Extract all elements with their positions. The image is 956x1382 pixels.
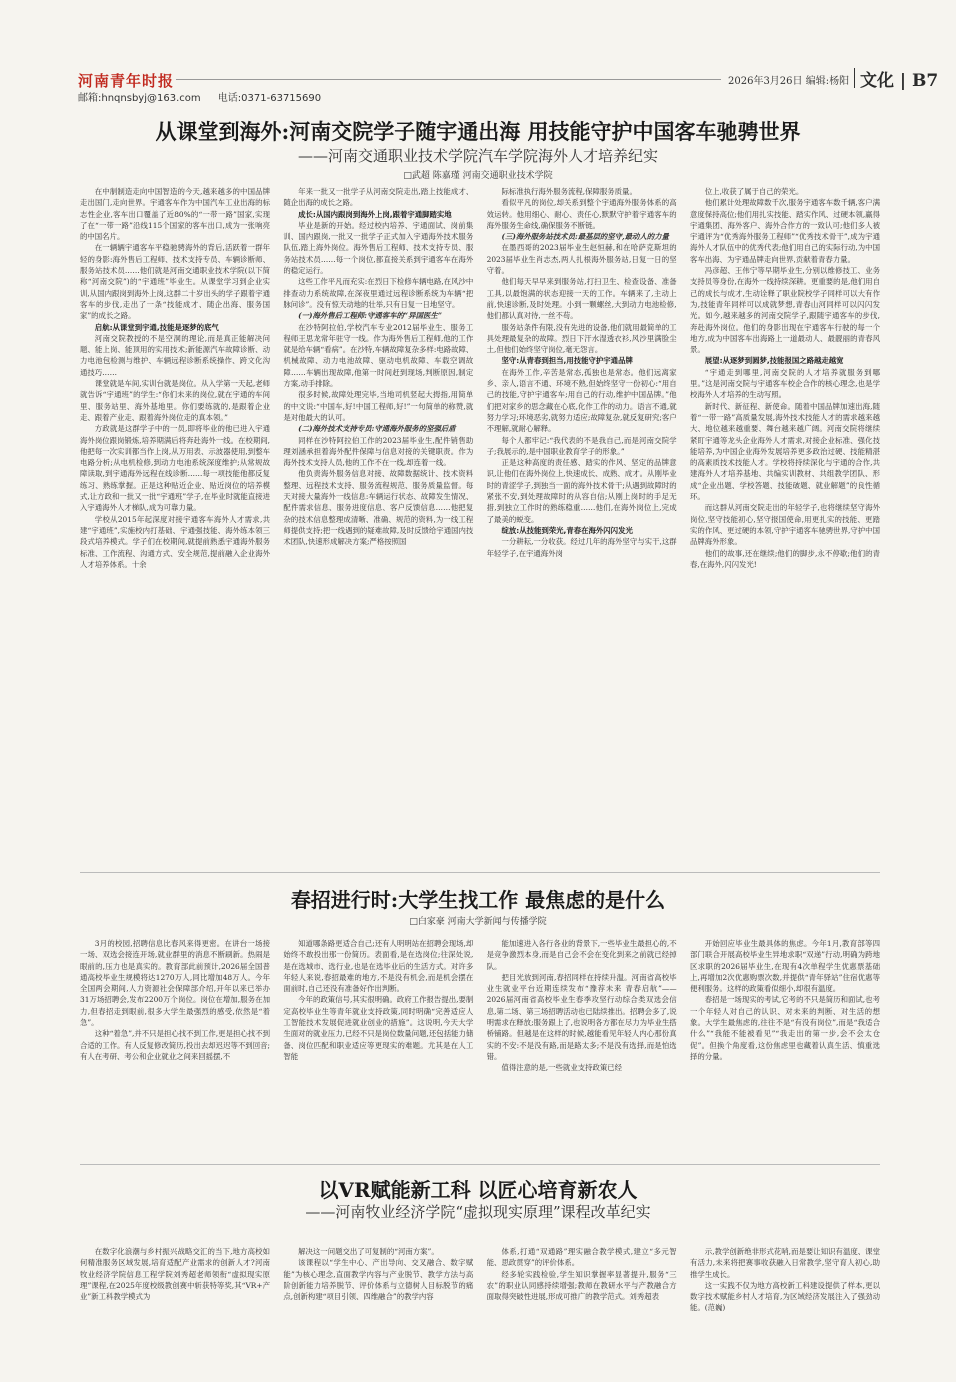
paragraph: 他们每天早早来到服务站,打扫卫生、检查设备、准备工具,以最饱满的状态迎接一天的工作。车辆来了,主动上前,快速诊断,及时处理。小到一颗螺丝,大到动力电池检修,他们都认真对待,一丝不苟。 xyxy=(486,277,677,321)
paragraph: 课堂就是车间,实训台就是岗位。从入学第一天起,老师就告诉“宇通班”的学生:“你们未来的岗位,就在宇通的车间里、服务站里、海外基地里。你们要练就的,是跟着企业走、跟着产业走、跟着海外岗位走的真本领。” xyxy=(80,379,270,422)
paragraph: 际标准执行海外服务流程,保障服务质量。 xyxy=(501,187,637,196)
paragraph: 把目光放到河南,春招同样在持续升温。河南省高校毕业生就业平台近期连续发布“豫荐未来 青春启航”——2026届河南省高校毕业生春季攻坚行动综合类双选会信息,第二场、第三场招聘活动也已陆续推出。招聘会多了,说明需求在释放;服务跟上了,也说明各方都在尽力为毕业生搭桥铺路。但越是在这样的时候,越能看见年轻人内心那份真实的不安:不是没有路,而是路太多;不是没有选择,而是怕选错。 xyxy=(486,972,677,1061)
masthead xyxy=(78,70,939,104)
paragraph: 每个人都牢记:“我代表的不是我自己,而是河南交院学子;我展示的,是中国职业教育学子的形象。” xyxy=(486,435,677,456)
paragraph: 毕业是新的开始。经过校内培养、宇通面试、岗前集训、国内跟岗,一批又一批学子正式加入宇通海外技术服务队伍,踏上海外岗位。海外售后工程师、技术支持专员、服务站技术员……每一个岗位,都直接关系到宇通客车在海外的稳定运行。 xyxy=(283,220,474,276)
paragraph: 河南交院教授的不是空洞的理论,而是真正能解决问题、能上岗、能顶用的实用技术;新能源汽车故障诊断、动力电池包检测与维护、车辆远程诊断系统操作、跨文化沟通技巧…… xyxy=(80,333,270,377)
paragraph: 体系,打通“双通路”理实融合教学模式,建立“多元智能、思政贯穿”的评价体系。 xyxy=(486,1247,677,1268)
issue-date-editor: 2026年3月26日 编辑:杨阳 xyxy=(728,76,850,87)
article1-column-1 xyxy=(80,186,270,858)
section-divider xyxy=(80,1164,880,1165)
paragraph: 在沙特阿拉伯,学校汽车专业2012届毕业生、服务工程师王思龙常年驻守一线。作为海外售后工程师,他的工作就是给车辆“看病”。在沙特,车辆故障复杂多样:电路故障、机械故障、动力电池故障、驱动电机故障、车载空调故障……车辆出现故障,他第一时间赶到现场,判断原因,制定方案,动手排除。 xyxy=(283,322,474,389)
paragraph: 3月的校园,招聘信息比春风来得更密。在讲台一场接一场、双选会接连开场,就业群里的消息不断刷新。热闹是眼前的,压力也是真实的。教育部此前预计,2026届全国普通高校毕业生规模将达1270万人,同比增加48万人。今年全国两会期间,人力资源社会保障部介绍,开年以来已举办31万场招聘会,发布2200万个岗位。岗位在增加,服务在加力,但春招走到眼前,很多大学生最强烈的感受,依然是“着急”。 xyxy=(80,939,270,1028)
paragraph: 春招是一场现实的考试,它考的不只是简历和面试,也考一个年轻人对自己的认识、对未来的判断、对生活的想象。大学生最焦虑的,往往不是“有没有岗位”,而是“我适合什么”“我能不能被看见”“我走出的第一步,会不会太仓促”。但换个角度看,这份焦虑里也藏着认真生活、慎重选择的分量。 xyxy=(689,995,880,1061)
paragraph: 同样在沙特阿拉伯工作的2023届毕业生,配件销售助理刘涵承担着海外配件保障与信息对接的关键职责。作为海外技术支持人员,他的工作不在一线,却连着一线。 xyxy=(283,435,474,468)
masthead-separator xyxy=(854,68,855,88)
paragraph: 一分耕耘,一分收获。经过几年的海外坚守与实干,这群年轻学子,在宇通海外岗 xyxy=(486,537,677,558)
paragraph: 方政就是这群学子中的一员,即将毕业的他已进入宇通海外岗位跟岗锻炼,培养期满后将奔赴海外一线。在校期间,他把每一次实训都当作上岗,从万用表、示波器使用,到整车电路分析;从电机检修,到动力电池系统深度维护;从常规故障读取,到宇通海外远程在线诊断……每一项技能他都反复练习、熟练掌握。正是这种贴近企业、贴近岗位的培养模式,让方政和一批又一批“宇通班”学子,在毕业时就能直接进入宇通海外人才梯队,成为可靠力量。 xyxy=(80,424,270,513)
subheading: (二)海外技术支持专员:守通海外服务的坚强后盾 xyxy=(298,424,456,434)
article1-byline: □武超 陈嘉瑾 河南交通职业技术学院 xyxy=(403,171,553,181)
paragraph: 正是这种高度的责任感、踏实的作风、坚定的品牌意识,让他们在海外岗位上,快速成长、成熟、成才。从刚毕业时的青涩学子,到独当一面的海外技术骨干;从遇到故障时的紧张不安,到处理故障时的从容自信;从刚上岗时的手足无措,到独立工作时的熟练稳重……他们,在海外岗位上,完成了最美的蜕变。 xyxy=(486,458,677,524)
article3-column-4 xyxy=(690,1246,880,1346)
subheading: 坚守:从青春到担当,用技能守护宇通品牌 xyxy=(501,356,633,366)
paragraph: 看似平凡的岗位,却关系到整个宇通海外服务体系的高效运转。他用细心、耐心、责任心,默默守护着宇通客车的海外服务生命线,确保服务不断链。 xyxy=(486,198,677,230)
paragraph: 在数字化浪潮与乡村振兴战略交汇的当下,地方高校如何精准服务区域发展,培育适配产业需求的创新人才?河南牧业经济学院信息工程学院刘秀超老师领衔“虚拟现实原理”课程,在2025年度校级教创赛中斩获特等奖,其“VR+产业”新工科教学模式为 xyxy=(80,1247,270,1302)
paragraph: 这些工作平凡而充实:在烈日下检修车辆电路,在风沙中排查动力系统故障,在深夜里通过远程诊断系统为车辆“把脉问诊”。没有惊天动地的壮举,只有日复一日地坚守。 xyxy=(283,277,474,309)
subheading: 展望:从逐梦到圆梦,技能报国之路越走越宽 xyxy=(704,356,844,366)
paragraph: 年来一批又一批学子从河南交院走出,踏上技能成才、随企出海的成长之路。 xyxy=(283,187,474,208)
paragraph: 解决这一问题交出了可复制的“河南方案”。 xyxy=(298,1247,439,1256)
article1-column-2 xyxy=(283,186,473,858)
paragraph: 新时代、新征程、新使命。随着中国品牌加速出海,随着“一带一路”高质量发展,海外技术技能人才的需求越来越大、地位越来越重要、舞台越来越广阔。河南交院将继续紧盯宇通等龙头企业海外人才需求,对接企业标准、强化技能培养,为中国企业海外发展培养更多政治过硬、技能精湛的高素质技术技能人才。学校将持续深化与宇通的合作,共建海外人才培养基地、共编实训教材、共组教学团队、形成“企业出题、学校答题、技能破题、就业解题”的良性循环。 xyxy=(689,401,880,502)
paragraph: 冯彦超、王伟宁等早期毕业生,分别以维修技工、业务支持员等身份,在海外一线持续深耕。更重要的是,他们用自己的成长与成才,生动诠释了职业院校学子同样可以大有作为,技能青年同样可以成就梦想,青春山河同样可以闪闪发光。如今,越来越多的河南交院学子,跟随宇通客车的步伐,奔赴海外岗位。他们的身影出现在宇通客车行驶的每一个地方,成为中国客车出海路上一道最动人、最靓丽的青春风景。 xyxy=(689,266,880,355)
subheading: 成长:从国内跟岗到海外上岗,跟着宇通脚踏实地 xyxy=(298,209,452,219)
paragraph: 这一实践不仅为地方高校新工科建设提供了样本,更以数字技术赋能乡村人才培育,为区域经济发展注入了强劲动能。(范巍) xyxy=(689,1280,880,1313)
article2-title: 春招进行时:大学生找工作 最焦虑的是什么 xyxy=(290,888,666,912)
article1-column-3 xyxy=(487,186,677,858)
subheading: 绽放:从技能到荣光,青春在海外闪闪发光 xyxy=(501,525,633,535)
article2-column-1 xyxy=(80,938,270,1166)
article1-title: 从课堂到海外:河南交院学子随宇通出海 用技能守护中国客车驰骋世界 xyxy=(155,119,801,144)
article3-body xyxy=(80,1246,880,1346)
article3-column-1 xyxy=(80,1246,270,1346)
paragraph: 他们累计处理故障数千次,服务宇通客车数千辆,客户满意度保持高位;他们用扎实技能、踏实作风、过硬本领,赢得宇通集团、海外客户、海外合作方的一致认可;他们多人被宇通评为“优秀海外服务工程师”“优秀技术骨干”,成为宇通海外人才队伍中的优秀代表;他们用自己的实际行动,为中国客车出海、为宇通品牌走向世界,贡献着青春力量。 xyxy=(689,198,880,264)
paragraph: 很多时候,故障处理完毕,当地司机竖起大拇指,用简单的中文说:“中国车,好!中国工程师,好!”一句简单的称赞,就是对他最大的认可。 xyxy=(283,390,474,422)
paragraph: 在海外工作,辛苦是常态,孤独也是常态。他们远离家乡、亲人,语言不通、环境不熟,但始终坚守一份初心:“用自己的技能,守护宇通客车;用自己的行动,维护中国品牌。”他们把对家乡的思念藏在心底,化作工作的动力。语言不通,就努力学习;环境恶劣,就努力适应;故障复杂,就反复研究;客户不理解,就耐心解释。 xyxy=(486,367,677,434)
paragraph: 他负责海外服务信息对接、故障数据统计、技术资料整理、远程技术支持、服务流程规范、服务质量监督。每天对接大量海外一线信息:车辆运行状态、故障发生情况、配件需求信息、服务进度信息、客户反馈信息……他把复杂的技术信息整理成清晰、准确、规范的资料,为一线工程师提供支持;把一线遇到的疑难故障,及时反馈给宇通国内技术团队,快速形成解决方案;严格按照国 xyxy=(283,469,474,547)
subheading: (一)海外售后工程师:守通客车的“异国医生” xyxy=(298,311,442,321)
phone-text: 电话:0371-63715690 xyxy=(217,93,322,104)
paragraph: 位上,收获了属于自己的荣光。 xyxy=(704,187,804,196)
article2-column-4 xyxy=(690,938,880,1166)
paper-name: 河南青年时报 xyxy=(78,72,175,90)
masthead-rule xyxy=(176,79,721,80)
article2-body xyxy=(80,938,880,1166)
article2-column-3 xyxy=(487,938,677,1166)
paragraph: 这种“着急”,并不只是担心找不到工作,更是担心找不到合适的工作。有人反复修改简历,投出去却迟迟等不到回音;有人在考研、考公和企业就业之间来回摇摆,不 xyxy=(80,1029,270,1061)
paragraph: 而这群从河南交院走出的年轻学子,也将继续坚守海外岗位,坚守技能初心,坚守报国使命,用更扎实的技能、更踏实的作风、更过硬的本领,守护宇通客车驰骋世界,守护中国品牌海外形象。 xyxy=(689,503,880,547)
paragraph: 能加速进入各行各业的背景下,一些毕业生最担心的,不是竞争激烈本身,而是自己会不会在变化到来之前就已经掉队。 xyxy=(486,939,677,971)
subheading: (三)海外服务站技术员:最基层的坚守,最动人的力量 xyxy=(501,232,669,242)
article3-column-2 xyxy=(283,1246,473,1346)
article1-column-4 xyxy=(690,186,880,858)
paragraph: 服务站条件有限,没有先进的设备,他们就用最简单的工具处理最复杂的故障。烈日下汗水湿透衣衫,风沙里满脸尘土,但他们始终坚守岗位,毫无怨言。 xyxy=(486,322,677,355)
email-text: 邮箱:hnqnsbyj@163.com xyxy=(78,93,201,104)
paragraph: 在中制制造走向中国智造的今天,越来越多的中国品牌走出国门,走向世界。宇通客车作为中国汽车工业出海的标志性企业,客车出口覆盖了近80%的“一带一路”国家,实现了在“一带一路”沿线115个国家的客车出口,成为一张响亮的中国名片。 xyxy=(80,187,270,242)
article1-body xyxy=(80,186,880,858)
contact-line xyxy=(78,89,335,104)
paragraph: 在一辆辆宇通客车平稳驰骋海外的背后,活跃着一群年轻的身影:海外售后工程师、技术支持专员、车辆诊断师、服务站技术员……他们就是河南交通职业技术学院(以下简称“河南交院”)的“宇通班”毕业生。从课堂学习到企业实训,从国内跟岗到海外上岗,这群二十岁出头的学子跟着宇通客车的步伐,走出了一条“技能成才、随企出海、服务国家”的成长之路。 xyxy=(80,243,270,321)
article2-column-2 xyxy=(283,938,473,1166)
paragraph: 该课程以“学生中心、产出导向、交叉融合、数字赋能”为核心理念,直面教学内容与产业脱节、教学方法与高阶创新能力培养脱节、评价体系与立德树人目标脱节的痛点,创新构建“项目引领、四维融合”的教学内容 xyxy=(283,1258,474,1302)
paragraph: 经多轮实践检验,学生知识掌握率显著提升,服务“三农”的职业认同感持续增强;教师在教研水平与产教融合方面取得突破性进展,形成可推广的教学范式。刘秀超表 xyxy=(486,1269,677,1302)
subheading: 启航:从课堂到宇通,技能是逐梦的底气 xyxy=(94,322,219,332)
article3-title: 以VR赋能新工科 以匠心培育新农人 xyxy=(318,1178,638,1202)
paragraph: 示,教学创新绝非形式花哨,而是要让知识有温度、课堂有活力,未来将把赛事收获融入日常教学,坚守育人初心,助推学生成长。 xyxy=(689,1247,880,1279)
paragraph: “宇通走到哪里,河南交院的人才培养就服务到哪里。”这是河南交院与宇通客车校企合作的核心理念,也是学校海外人才培养的生动写照。 xyxy=(689,367,880,400)
paragraph: 值得注意的是,一些就业支持政策已经 xyxy=(501,1063,623,1073)
article1-subtitle: ——河南交通职业技术学院汽车学院海外人才培养纪实 xyxy=(297,147,658,165)
paragraph: 今年的政策信号,其实很明确。政府工作报告提出,要制定高校毕业生等青年就业支持政策,同时明确“完善适应人工智能技术发展促进就业创业的措施”。这说明,今天大学生面对的就业压力,已经不只是岗位数量问题,还包括能力储备、岗位匹配和职业适应等更现实的难题。尤其是在人工智能 xyxy=(283,995,474,1061)
section-divider xyxy=(80,872,880,873)
paragraph: 知道哪条路更适合自己;还有人明明站在招聘会现场,却始终不敢投出那一份简历。表面看,是在选岗位;往深处说,是在选城市、选行业,也是在选毕业后的生活方式。对许多年轻人来说,春招最难的地方,不是没有机会,而是机会摆在面前时,自己还没有准备好作出判断。 xyxy=(283,939,474,994)
article3-subtitle: ——河南牧业经济学院“虚拟现实原理”课程改革纪实 xyxy=(305,1203,651,1221)
section-label: 文化 | B7 xyxy=(860,71,939,91)
paragraph: 学校从2015年起深度对接宇通客车海外人才需求,共建“宇通班”,实施校内打基础、宇通强技能、海外练本领三段式培养模式。学子们在校期间,就提前熟悉宇通海外服务标准、工作流程、沟通方式、安全规范,提前融入企业海外人才培养体系。十余 xyxy=(80,514,270,569)
paragraph: 他们的故事,还在继续;他们的脚步,永不停歇;他们的青春,在海外,闪闪发光! xyxy=(689,548,880,569)
article2-byline: □白家豪 河南大学新闻与传播学院 xyxy=(409,917,547,927)
paragraph: 在墨西哥的2023届毕业生赵恒赫,和在哈萨克斯坦的2023届毕业生肖志杰,两人扎根海外服务站,日复一日的坚守着。 xyxy=(486,243,677,276)
paragraph: 开始回应毕业生最具体的焦虑。今年1月,教育部等四部门联合开展高校毕业生异地求职“双递”行动,明确为跨地区求职的2026届毕业生,在现有4次单程学生优惠票基础上,再增加2次优惠购票次数,并提供“青年驿站”住宿优惠等便利服务。这样的政策看似细小,却很有温度。 xyxy=(689,939,880,994)
article3-column-3 xyxy=(487,1246,677,1346)
